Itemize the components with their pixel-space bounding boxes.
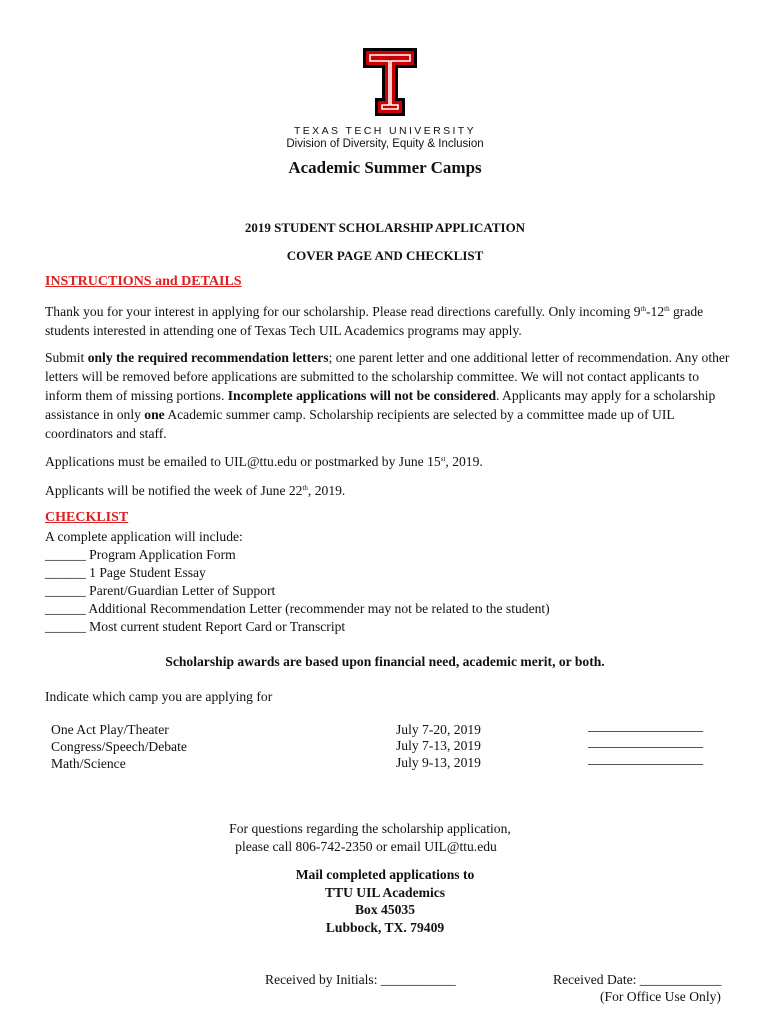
university-name: TEXAS TECH UNIVERSITY [293,125,477,137]
camp-name: One Act Play/Theater [51,722,169,737]
camp-dates: July 7-13, 2019 [396,738,481,753]
awards-note: Scholarship awards are based upon financial need, academic merit, or both. [165,654,605,669]
camp-prompt: Indicate which camp you are applying for [45,689,273,704]
checklist-item: ______ Program Application Form [45,547,236,562]
checklist-item: ______ Parent/Guardian Letter of Support [45,583,276,598]
application-title: 2019 STUDENT SCHOLARSHIP APPLICATION [244,220,526,235]
office-use-note: (For Office Use Only) [600,989,721,1004]
mail-line-1: Mail completed applications to [295,867,475,882]
page-title: Academic Summer Camps [288,158,482,177]
camp-name: Congress/Speech/Debate [51,739,187,754]
checklist-item: ______ Additional Recommendation Letter (recommender may not be related to the student) [45,601,550,616]
checklist-heading: CHECKLIST [45,510,129,525]
received-date: Received Date: ____________ [553,972,722,987]
mail-line-2: TTU UIL Academics [324,885,446,900]
received-by-initials: Received by Initials: ___________ [265,972,456,987]
camp-dates: July 9-13, 2019 [396,755,481,770]
camp-selection-line[interactable] [588,731,703,732]
camp-dates: July 7-20, 2019 [396,722,481,737]
texas-tech-double-t-logo [361,46,419,118]
camp-name: Math/Science [51,756,126,771]
mail-line-4: Lubbock, TX. 79409 [325,920,445,935]
camp-selection-line[interactable] [588,747,703,748]
notification-text: Applicants will be notified the week of June 22th, 2019. [45,483,346,498]
mail-line-3: Box 45035 [354,902,416,917]
contact-line-2: please call 806-742-2350 or email UIL@ttu.edu [235,839,497,854]
instructions-paragraph-2: Submit only the required recommendation letters; one parent letter and one additional letter of recommendation. Any other letters will be removed before applications are submitted to the scholarship committee. We will not contact applicants to inform them of missing portions. Incomplete applications will not be considered. Applicants may apply for a scholarship assistance in only one Academic summer camp. Scholarship recipients are selected by a committee made up of UIL coordinators and staff. [45,350,730,441]
checklist-intro: A complete application will include: [45,529,243,544]
instructions-paragraph-1: Thank you for your interest in applying for our scholarship. Please read directions carefully. Only incoming 9th-12th grade students interested in attending one of Texas Tech UIL Academics programs may apply. [45,304,704,338]
checklist-item: ______ Most current student Report Card or Transcript [45,619,346,634]
deadline-text: Applications must be emailed to UIL@ttu.edu or postmarked by June 15st, 2019. [45,454,483,469]
division-name: Division of Diversity, Equity & Inclusion [286,138,484,150]
checklist-item: ______ 1 Page Student Essay [45,565,206,580]
cover-page-title: COVER PAGE AND CHECKLIST [286,248,484,263]
contact-line-1: For questions regarding the scholarship application, [229,821,511,836]
instructions-heading: INSTRUCTIONS and DETAILS [45,274,242,289]
camp-selection-line[interactable] [588,764,703,765]
